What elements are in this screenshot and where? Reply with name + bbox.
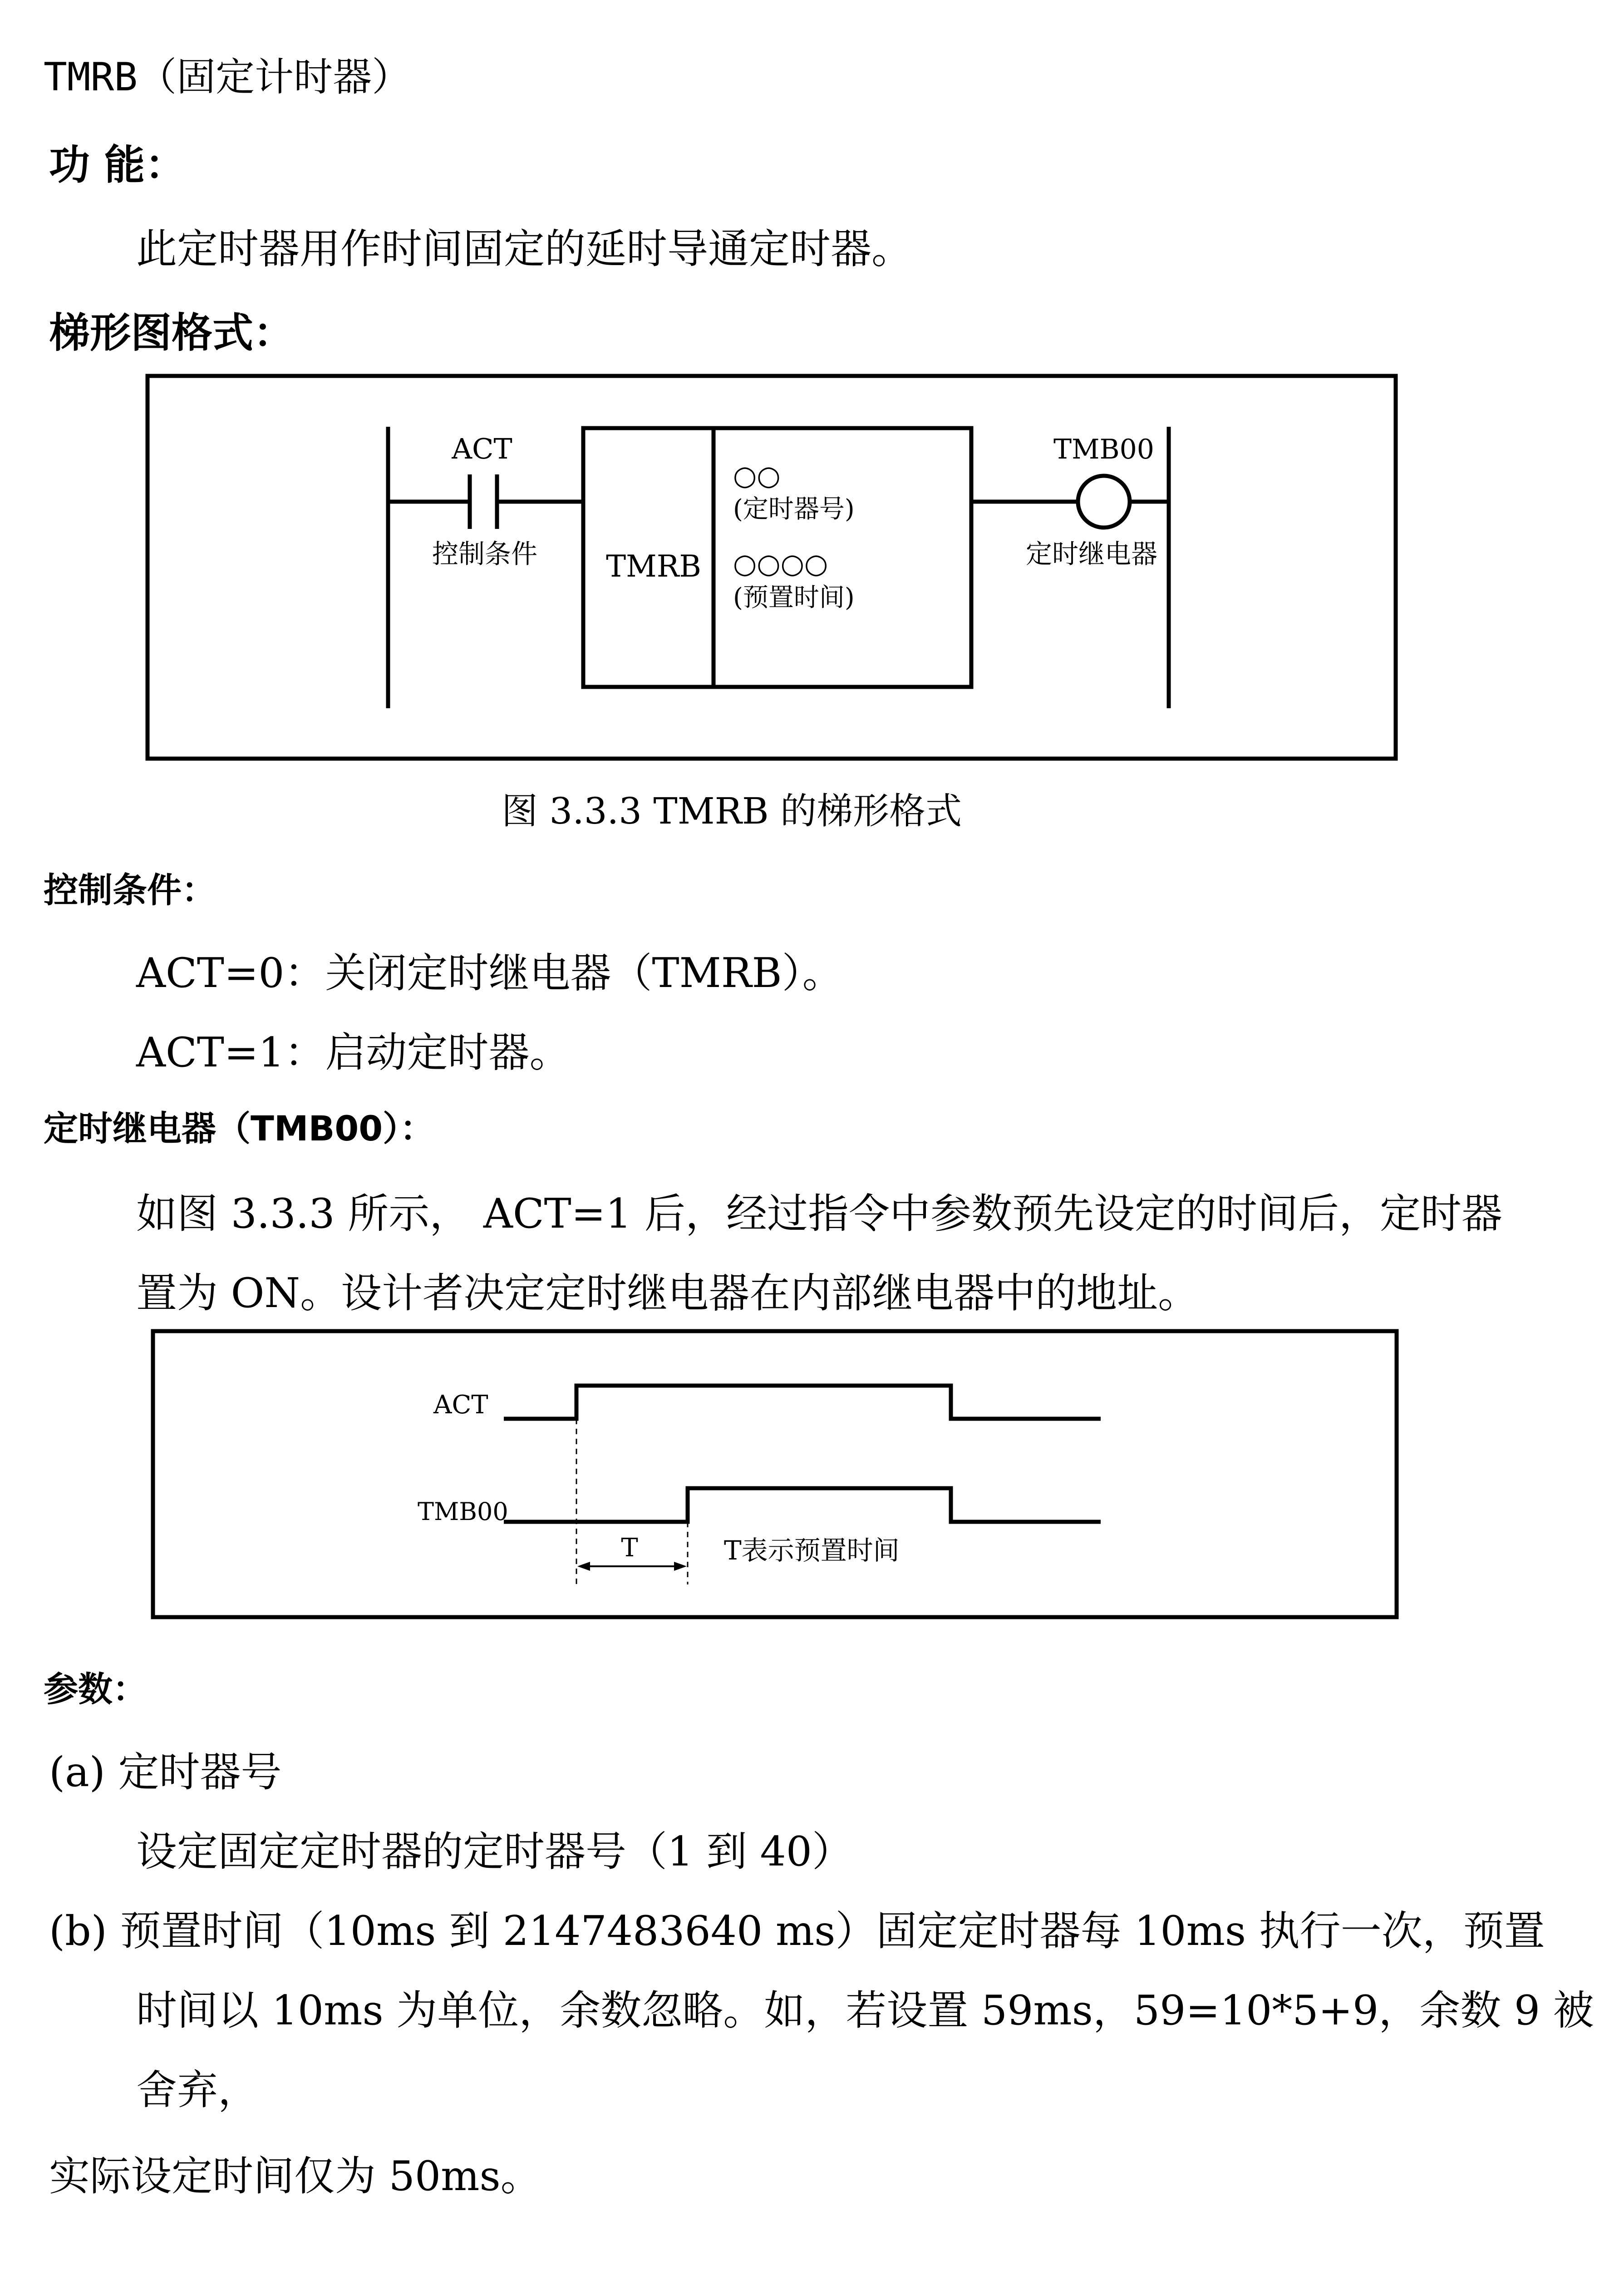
page-title: TMRB（固定计时器） <box>44 54 411 100</box>
function-text: 此定时器用作时间固定的延时导通定时器。 <box>136 225 912 273</box>
preset-symbol: ○○○○ <box>733 548 828 580</box>
timing-frame <box>153 1331 1397 1617</box>
relay-line1: 如图 3.3.3 所示， ACT=1 后，经过指令中参数预先设定的时间后，定时器 <box>136 1190 1502 1238</box>
t-desc: T表示预置时间 <box>724 1535 900 1566</box>
param-a-title: (a) 定时器号 <box>49 1748 282 1796</box>
t-arrow-left <box>577 1562 590 1571</box>
timer-no-desc: (定时器号) <box>733 494 855 524</box>
param-b-line2: 时间以 10ms 为单位，余数忽略。如，若设置 59ms，59=10*5+9，余数 9 被 <box>136 1987 1594 2034</box>
timer-no-symbol: ○○ <box>733 460 781 492</box>
preset-desc: (预置时间) <box>733 583 855 612</box>
param-a-text: 设定固定定时器的定时器号（1 到 40） <box>136 1828 853 1875</box>
t-arrow-right <box>674 1562 687 1571</box>
contact-desc: 控制条件 <box>432 538 538 569</box>
act-wave-label: ACT <box>433 1390 488 1420</box>
param-b-line3: 舍弃， <box>136 2066 259 2114</box>
ladder-heading: 梯形图格式： <box>49 309 294 357</box>
act-waveform <box>504 1386 1101 1419</box>
relay-heading: 定时继电器（TMB00）： <box>44 1108 435 1149</box>
params-heading: 参数： <box>44 1669 147 1709</box>
block-name: TMRB <box>606 549 701 584</box>
tmb-wave-label: TMB00 <box>418 1497 508 1526</box>
tmb-waveform <box>504 1488 1101 1522</box>
control-act0: ACT=0：关闭定时继电器（TMRB）。 <box>136 949 843 997</box>
t-label: T <box>621 1533 638 1563</box>
ladder-diagram <box>0 0 1624 808</box>
param-b-line1: (b) 预置时间（10ms 到 2147483640 ms）固定定时器每 10ms 执行一次，预置 <box>49 1907 1545 1955</box>
param-final: 实际设定时间仅为 50ms。 <box>49 2152 541 2200</box>
coil-circle <box>1078 476 1130 528</box>
relay-line2: 置为 ON。设计者决定定时继电器在内部继电器中的地址。 <box>136 1269 1199 1317</box>
function-heading: 功 能： <box>49 141 186 189</box>
coil-desc: 定时继电器 <box>1025 538 1158 569</box>
control-act1: ACT=1：启动定时器。 <box>136 1029 571 1076</box>
timing-diagram <box>0 1317 1624 1643</box>
contact-label: ACT <box>452 432 512 465</box>
control-heading: 控制条件： <box>44 870 216 910</box>
ladder-caption: 图 3.3.3 TMRB 的梯形格式 <box>502 790 962 832</box>
coil-label: TMB00 <box>1053 434 1154 465</box>
